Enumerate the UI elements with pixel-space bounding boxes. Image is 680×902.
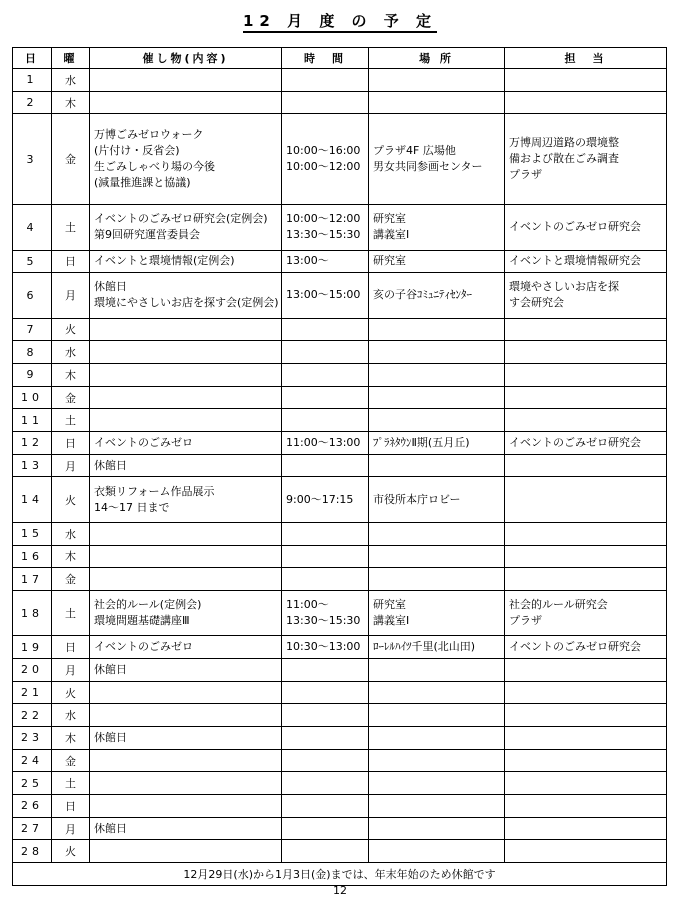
place-cell (369, 432, 505, 455)
event-cell-line: 社会的ルール(定例会) (94, 598, 202, 612)
staff-cell (505, 91, 667, 114)
table-row (13, 386, 667, 409)
staff-cell (505, 840, 667, 863)
event-cell (90, 69, 282, 92)
table-row (13, 205, 667, 250)
staff-cell-line: す会研究会 (509, 296, 564, 310)
staff-cell (505, 568, 667, 591)
time-cell-line: 11:00～ (286, 598, 329, 612)
time-cell (282, 454, 369, 477)
staff-cell-line: プラザ (509, 614, 542, 628)
table-row (13, 817, 667, 840)
event-cell-line: 休館日 (94, 730, 127, 744)
table-row (13, 364, 667, 387)
place-cell (369, 454, 505, 477)
staff-cell-line: プラザ (509, 168, 542, 182)
staff-cell-line: イベントのごみゼロ研究会 (509, 435, 641, 449)
weekday-cell: 月 (52, 817, 90, 840)
event-cell-line: 生ごみしゃべり場の今後 (94, 160, 215, 174)
event-cell-line: (減量推進課と協議) (94, 176, 191, 190)
place-cell-line: 市役所本庁ロビー (373, 492, 461, 506)
time-cell (282, 522, 369, 545)
weekday-cell: 火 (52, 477, 90, 522)
event-cell-line: イベントと環境情報(定例会) (94, 254, 235, 268)
time-cell (282, 749, 369, 772)
weekday-cell: 金 (52, 568, 90, 591)
time-cell (282, 568, 369, 591)
place-cell-line: 研究室 (373, 212, 406, 226)
place-cell (369, 386, 505, 409)
table-row (13, 522, 667, 545)
time-cell (282, 69, 369, 92)
day-cell: 26 (13, 795, 52, 818)
place-cell (369, 568, 505, 591)
event-cell-line: 万博ごみゼロウォーク (94, 128, 204, 142)
place-cell (369, 69, 505, 92)
event-cell (90, 727, 282, 750)
weekday-cell: 金 (52, 749, 90, 772)
event-cell (90, 704, 282, 727)
event-cell (90, 318, 282, 341)
table-row (13, 749, 667, 772)
weekday-cell: 水 (52, 341, 90, 364)
place-cell-line: ﾌﾟﾗﾈﾀｳﾝⅡ期(五月丘) (373, 435, 470, 449)
weekday-cell: 日 (52, 636, 90, 659)
place-cell (369, 772, 505, 795)
event-cell-line: 休館日 (94, 280, 127, 294)
staff-cell (505, 250, 667, 273)
event-cell (90, 590, 282, 635)
place-cell-line: 講義室Ⅰ (373, 228, 410, 242)
staff-cell (505, 636, 667, 659)
event-cell-line: 第9回研究運営委員会 (94, 228, 200, 242)
place-cell (369, 749, 505, 772)
footer-row (13, 863, 667, 886)
staff-cell (505, 545, 667, 568)
time-cell (282, 681, 369, 704)
place-cell (369, 636, 505, 659)
event-cell (90, 749, 282, 772)
place-cell (369, 91, 505, 114)
place-cell (369, 590, 505, 635)
event-cell-line: 14～17 日まで (94, 500, 170, 514)
day-cell: 6 (13, 273, 52, 318)
event-cell (90, 772, 282, 795)
day-cell: 21 (13, 681, 52, 704)
time-cell (282, 409, 369, 432)
time-cell (282, 477, 369, 522)
day-cell: 3 (13, 114, 52, 205)
table-row (13, 795, 667, 818)
weekday-cell: 金 (52, 386, 90, 409)
day-cell: 28 (13, 840, 52, 863)
table-row (13, 568, 667, 591)
closure-notice: 12月29日(水)から1月3日(金)までは、年末年始のため休館です (13, 863, 667, 886)
staff-cell (505, 817, 667, 840)
time-cell-line: 10:00～16:00 (286, 144, 361, 158)
place-cell (369, 409, 505, 432)
time-cell-line: 9:00～17:15 (286, 492, 354, 506)
staff-cell-line: 社会的ルール研究会 (509, 598, 608, 612)
event-cell (90, 386, 282, 409)
place-cell (369, 205, 505, 250)
staff-cell (505, 477, 667, 522)
staff-cell (505, 69, 667, 92)
header-day: 日 (13, 48, 52, 69)
weekday-cell: 土 (52, 590, 90, 635)
table-row (13, 114, 667, 205)
table-row (13, 409, 667, 432)
staff-cell (505, 795, 667, 818)
staff-cell-line: イベントと環境情報研究会 (509, 254, 641, 268)
time-cell (282, 114, 369, 205)
table-row (13, 545, 667, 568)
event-cell (90, 840, 282, 863)
time-cell (282, 91, 369, 114)
weekday-cell: 日 (52, 250, 90, 273)
time-cell (282, 318, 369, 341)
day-cell: 22 (13, 704, 52, 727)
weekday-cell: 水 (52, 522, 90, 545)
event-cell (90, 273, 282, 318)
place-cell-line: プラザ4F 広場他 (373, 144, 456, 158)
table-row (13, 681, 667, 704)
event-cell-line: 環境にやさしいお店を探す会(定例会) (94, 296, 279, 310)
staff-cell (505, 704, 667, 727)
event-cell (90, 817, 282, 840)
weekday-cell: 土 (52, 409, 90, 432)
staff-cell (505, 341, 667, 364)
day-cell: 15 (13, 522, 52, 545)
staff-cell (505, 273, 667, 318)
event-cell (90, 205, 282, 250)
staff-cell (505, 590, 667, 635)
table-row (13, 273, 667, 318)
table-row (13, 658, 667, 681)
place-cell (369, 250, 505, 273)
day-cell: 11 (13, 409, 52, 432)
event-cell (90, 454, 282, 477)
event-cell (90, 636, 282, 659)
event-cell (90, 114, 282, 205)
day-cell: 23 (13, 727, 52, 750)
day-cell: 27 (13, 817, 52, 840)
time-cell (282, 840, 369, 863)
header-time: 時 間 (282, 48, 369, 69)
staff-cell (505, 205, 667, 250)
weekday-cell: 火 (52, 840, 90, 863)
staff-cell-line: イベントのごみゼロ研究会 (509, 220, 641, 234)
staff-cell (505, 727, 667, 750)
event-cell (90, 432, 282, 455)
day-cell: 2 (13, 91, 52, 114)
event-cell-line: 環境問題基礎講座Ⅲ (94, 614, 190, 628)
staff-cell (505, 658, 667, 681)
event-cell (90, 522, 282, 545)
place-cell (369, 477, 505, 522)
staff-cell (505, 409, 667, 432)
staff-cell (505, 364, 667, 387)
header-weekday: 曜 (52, 48, 90, 69)
event-cell-line: イベントのごみゼロ (94, 435, 193, 449)
table-row (13, 840, 667, 863)
weekday-cell: 日 (52, 795, 90, 818)
event-cell (90, 91, 282, 114)
table-row (13, 704, 667, 727)
event-cell (90, 364, 282, 387)
event-cell-line: 休館日 (94, 662, 127, 676)
place-cell-line: 講義室Ⅰ (373, 614, 410, 628)
place-cell (369, 341, 505, 364)
day-cell: 8 (13, 341, 52, 364)
day-cell: 4 (13, 205, 52, 250)
day-cell: 12 (13, 432, 52, 455)
place-cell (369, 364, 505, 387)
time-cell (282, 205, 369, 250)
day-cell: 1 (13, 69, 52, 92)
event-cell (90, 681, 282, 704)
place-cell-line: ﾛｰﾚﾙﾊｲﾂ千里(北山田) (373, 640, 476, 654)
staff-cell (505, 114, 667, 205)
weekday-cell: 木 (52, 545, 90, 568)
table-row (13, 91, 667, 114)
time-cell-line: 13:00～15:00 (286, 288, 361, 302)
weekday-cell: 水 (52, 69, 90, 92)
place-cell (369, 681, 505, 704)
weekday-cell: 月 (52, 658, 90, 681)
time-cell-line: 13:00～ (286, 254, 329, 268)
schedule-body (13, 69, 667, 863)
staff-cell (505, 522, 667, 545)
staff-cell (505, 454, 667, 477)
time-cell-line: 10:00～12:00 (286, 212, 361, 226)
table-row (13, 636, 667, 659)
day-cell: 13 (13, 454, 52, 477)
header-row (13, 48, 667, 69)
table-row (13, 69, 667, 92)
place-cell (369, 273, 505, 318)
table-row (13, 772, 667, 795)
time-cell (282, 704, 369, 727)
place-cell (369, 658, 505, 681)
weekday-cell: 木 (52, 91, 90, 114)
time-cell (282, 727, 369, 750)
header-event: 催し物(内容) (90, 48, 282, 69)
place-cell (369, 704, 505, 727)
event-cell (90, 477, 282, 522)
day-cell: 19 (13, 636, 52, 659)
time-cell (282, 817, 369, 840)
weekday-cell: 金 (52, 114, 90, 205)
staff-cell-line: 備および散在ごみ調査 (509, 152, 619, 166)
event-cell (90, 341, 282, 364)
weekday-cell: 水 (52, 704, 90, 727)
place-cell (369, 522, 505, 545)
weekday-cell: 木 (52, 364, 90, 387)
day-cell: 18 (13, 590, 52, 635)
day-cell: 16 (13, 545, 52, 568)
table-row (13, 250, 667, 273)
time-cell-line: 13:30～15:30 (286, 228, 361, 242)
header-place: 場 所 (369, 48, 505, 69)
time-cell-line: 11:00～13:00 (286, 435, 361, 449)
event-cell (90, 568, 282, 591)
staff-cell (505, 386, 667, 409)
event-cell (90, 250, 282, 273)
staff-cell-line: 環境やさしいお店を探 (509, 280, 619, 294)
table-row (13, 432, 667, 455)
place-cell (369, 545, 505, 568)
time-cell (282, 772, 369, 795)
table-row (13, 318, 667, 341)
event-cell (90, 658, 282, 681)
day-cell: 25 (13, 772, 52, 795)
weekday-cell: 日 (52, 432, 90, 455)
event-cell-line: 休館日 (94, 821, 127, 835)
time-cell-line: 10:00～12:00 (286, 160, 361, 174)
table-row (13, 454, 667, 477)
header-staff: 担 当 (505, 48, 667, 69)
day-cell: 5 (13, 250, 52, 273)
weekday-cell: 土 (52, 205, 90, 250)
staff-cell-line: イベントのごみゼロ研究会 (509, 640, 641, 654)
page-title: 12 月 度 の 予 定 (0, 10, 680, 31)
time-cell (282, 545, 369, 568)
place-cell (369, 318, 505, 341)
time-cell (282, 273, 369, 318)
day-cell: 24 (13, 749, 52, 772)
event-cell (90, 795, 282, 818)
place-cell (369, 817, 505, 840)
table-row (13, 727, 667, 750)
place-cell-line: 男女共同参画センター (373, 160, 483, 174)
place-cell (369, 795, 505, 818)
time-cell (282, 795, 369, 818)
time-cell (282, 590, 369, 635)
time-cell-line: 10:30～13:00 (286, 640, 361, 654)
event-cell-line: 衣類リフォーム作品展示 (94, 484, 215, 498)
staff-cell-line: 万博周辺道路の環境整 (509, 136, 619, 150)
table-row (13, 590, 667, 635)
time-cell (282, 341, 369, 364)
time-cell (282, 364, 369, 387)
day-cell: 20 (13, 658, 52, 681)
staff-cell (505, 772, 667, 795)
day-cell: 10 (13, 386, 52, 409)
time-cell (282, 386, 369, 409)
day-cell: 14 (13, 477, 52, 522)
staff-cell (505, 318, 667, 341)
place-cell-line: 研究室 (373, 598, 406, 612)
time-cell (282, 636, 369, 659)
time-cell-line: 13:30～15:30 (286, 614, 361, 628)
place-cell-line: 研究室 (373, 254, 406, 268)
staff-cell (505, 432, 667, 455)
weekday-cell: 木 (52, 727, 90, 750)
table-row (13, 341, 667, 364)
event-cell (90, 409, 282, 432)
weekday-cell: 月 (52, 273, 90, 318)
event-cell (90, 545, 282, 568)
place-cell (369, 727, 505, 750)
event-cell-line: イベントのごみゼロ (94, 640, 193, 654)
weekday-cell: 土 (52, 772, 90, 795)
day-cell: 7 (13, 318, 52, 341)
event-cell-line: (片付け・反省会) (94, 144, 180, 158)
table-row (13, 477, 667, 522)
staff-cell (505, 749, 667, 772)
time-cell (282, 250, 369, 273)
place-cell-line: 亥の子谷ｺﾐｭﾆﾃｨｾﾝﾀｰ (373, 288, 472, 302)
weekday-cell: 火 (52, 318, 90, 341)
day-cell: 9 (13, 364, 52, 387)
event-cell-line: 休館日 (94, 458, 127, 472)
page-number: 12 (333, 884, 347, 897)
staff-cell (505, 681, 667, 704)
place-cell (369, 114, 505, 205)
weekday-cell: 火 (52, 681, 90, 704)
time-cell (282, 432, 369, 455)
event-cell-line: イベントのごみゼロ研究会(定例会) (94, 212, 268, 226)
schedule-table (12, 47, 667, 886)
time-cell (282, 658, 369, 681)
weekday-cell: 月 (52, 454, 90, 477)
day-cell: 17 (13, 568, 52, 591)
place-cell (369, 840, 505, 863)
